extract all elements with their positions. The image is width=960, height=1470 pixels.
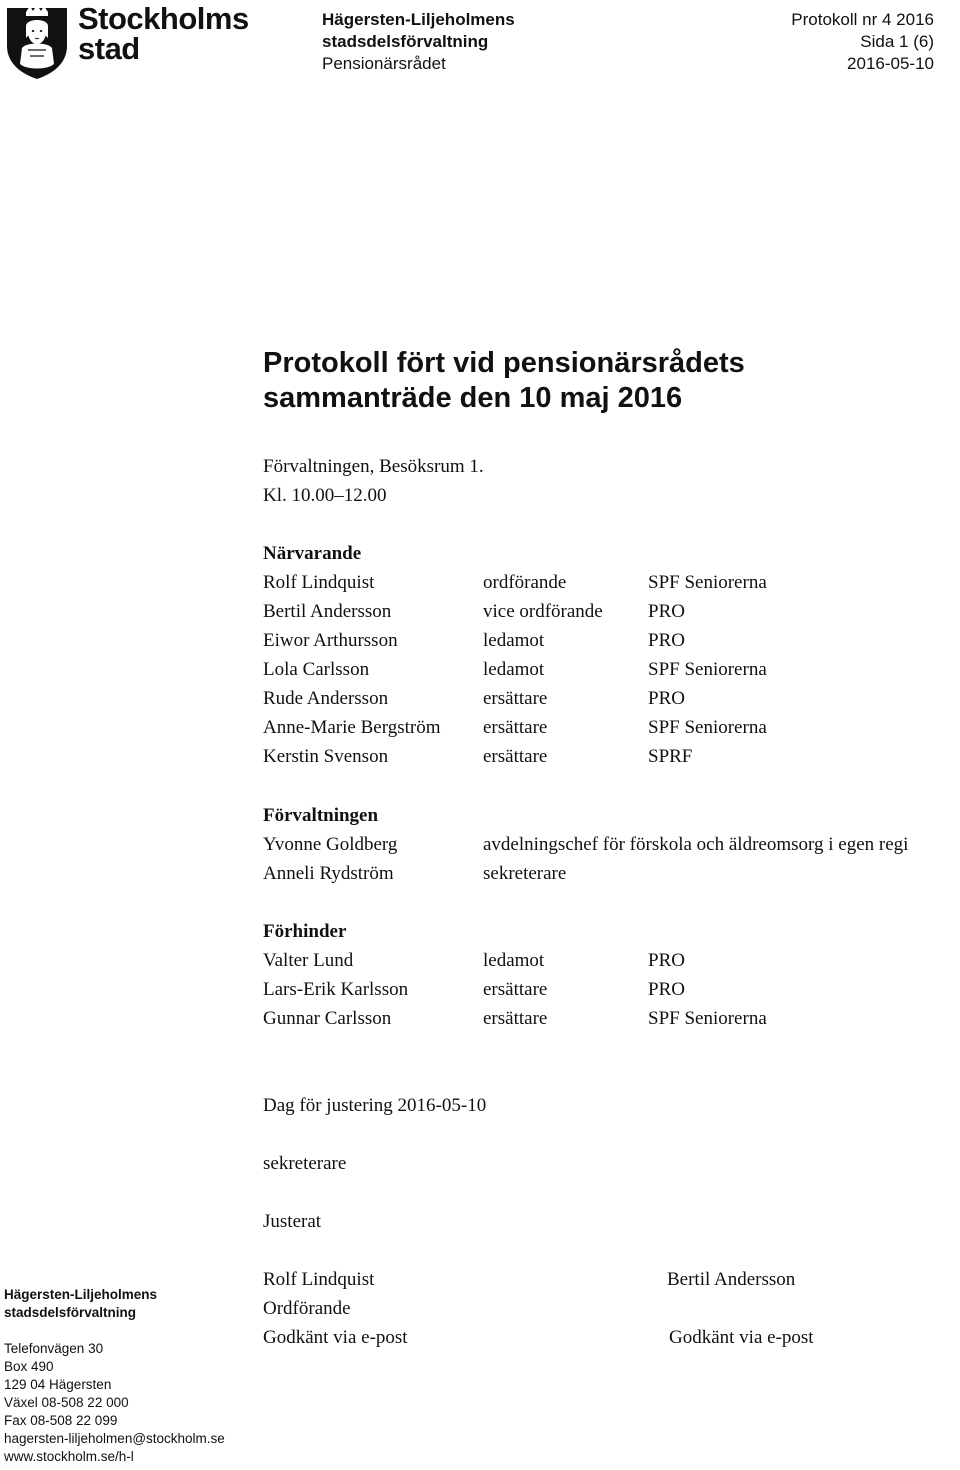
staff-name: Yvonne Goldberg [263,834,398,855]
attendee-organization: SPRF [648,746,693,767]
header-document-info [791,9,934,75]
signature-left-name: Rolf Lindquist [263,1269,375,1290]
footer-org-line-1: Hägersten-Liljeholmens [4,1287,158,1302]
attendee-name: Kerstin Svenson [263,746,389,767]
absentee-organization: PRO [648,950,685,971]
document-title [263,346,903,416]
absentee-name: Gunnar Carlsson [263,1008,392,1029]
signature-right-approval: Godkänt via e-post [669,1327,814,1348]
attendee-organization: SPF Seniorerna [648,659,767,680]
footer-address: Telefonvägen 30 [4,1341,104,1356]
footer-postal: 129 04 Hägersten [4,1377,112,1392]
justified-label: Justerat [263,1211,322,1232]
signature-left-approval: Godkänt via e-post [263,1327,408,1348]
secretary-label: sekreterare [263,1153,347,1174]
attendee-role: ordförande [483,572,567,593]
signature-left-title: Ordförande [263,1298,351,1319]
header-org-line-3: Pensionärsrådet [322,54,446,73]
footer-web: www.stockholm.se/h-l [4,1449,134,1464]
title-line-1: Protokoll fört vid pensionärsrådets [263,347,745,379]
header-date: 2016-05-10 [847,54,934,73]
staff-role: avdelningschef för förskola och äldreomsorg i egen regi [483,834,909,855]
logo-wordmark [78,1,249,66]
logo-line-1: Stockholms [78,1,249,36]
footer-email: hagersten-liljeholmen@stockholm.se [4,1431,225,1446]
attendee-name: Anne-Marie Bergström [263,717,441,738]
stockholm-logo [4,1,249,82]
absentee-organization: PRO [648,979,685,1000]
attendee-name: Eiwor Arthursson [263,630,398,651]
absentee-name: Valter Lund [263,950,354,971]
footer-box: Box 490 [4,1359,54,1374]
footer-org-line-2: stadsdelsförvaltning [4,1305,137,1320]
header-org-line-2: stadsdelsförvaltning [322,32,489,51]
absentee-organization: SPF Seniorerna [648,1008,767,1029]
attendee-organization: PRO [648,601,685,622]
header-organization [322,9,515,75]
administration-heading: Förvaltningen [263,805,379,826]
absentee-name: Lars-Erik Karlsson [263,979,409,1000]
title-line-2: sammanträde den 10 maj 2016 [263,382,683,414]
staff-name: Anneli Rydström [263,863,394,884]
city-shield-icon [4,2,70,80]
attendee-organization: PRO [648,630,685,651]
attendee-role: ersättare [483,688,548,709]
attendee-role: vice ordförande [483,601,603,622]
attendee-name: Lola Carlsson [263,659,370,680]
attendee-role: ledamot [483,630,545,651]
absentee-role: ersättare [483,1008,548,1029]
attendee-organization: SPF Seniorerna [648,572,767,593]
meeting-location: Förvaltningen, Besöksrum 1. [263,456,484,477]
footer-phone: Växel 08-508 22 000 [4,1395,129,1410]
absentee-role: ersättare [483,979,548,1000]
attendee-organization: SPF Seniorerna [648,717,767,738]
attendee-name: Rude Andersson [263,688,389,709]
header-page-number: Sida 1 (6) [860,32,934,51]
header-org-line-1: Hägersten-Liljeholmens [322,10,515,29]
attendee-name: Rolf Lindquist [263,572,375,593]
absentee-role: ledamot [483,950,545,971]
attendee-name: Bertil Andersson [263,601,392,622]
signature-right-name: Bertil Andersson [667,1269,796,1290]
meeting-time: Kl. 10.00–12.00 [263,485,387,506]
header-protocol-number: Protokoll nr 4 2016 [791,10,934,29]
attendee-role: ersättare [483,717,548,738]
attendee-organization: PRO [648,688,685,709]
logo-line-2: stad [78,31,140,66]
footer-fax: Fax 08-508 22 099 [4,1413,118,1428]
absent-heading: Förhinder [263,921,347,942]
attendee-role: ersättare [483,746,548,767]
footer-contact [4,1286,264,1466]
attendee-role: ledamot [483,659,545,680]
adjustment-date: Dag för justering 2016-05-10 [263,1095,487,1116]
staff-role: sekreterare [483,863,567,884]
present-heading: Närvarande [263,543,362,564]
